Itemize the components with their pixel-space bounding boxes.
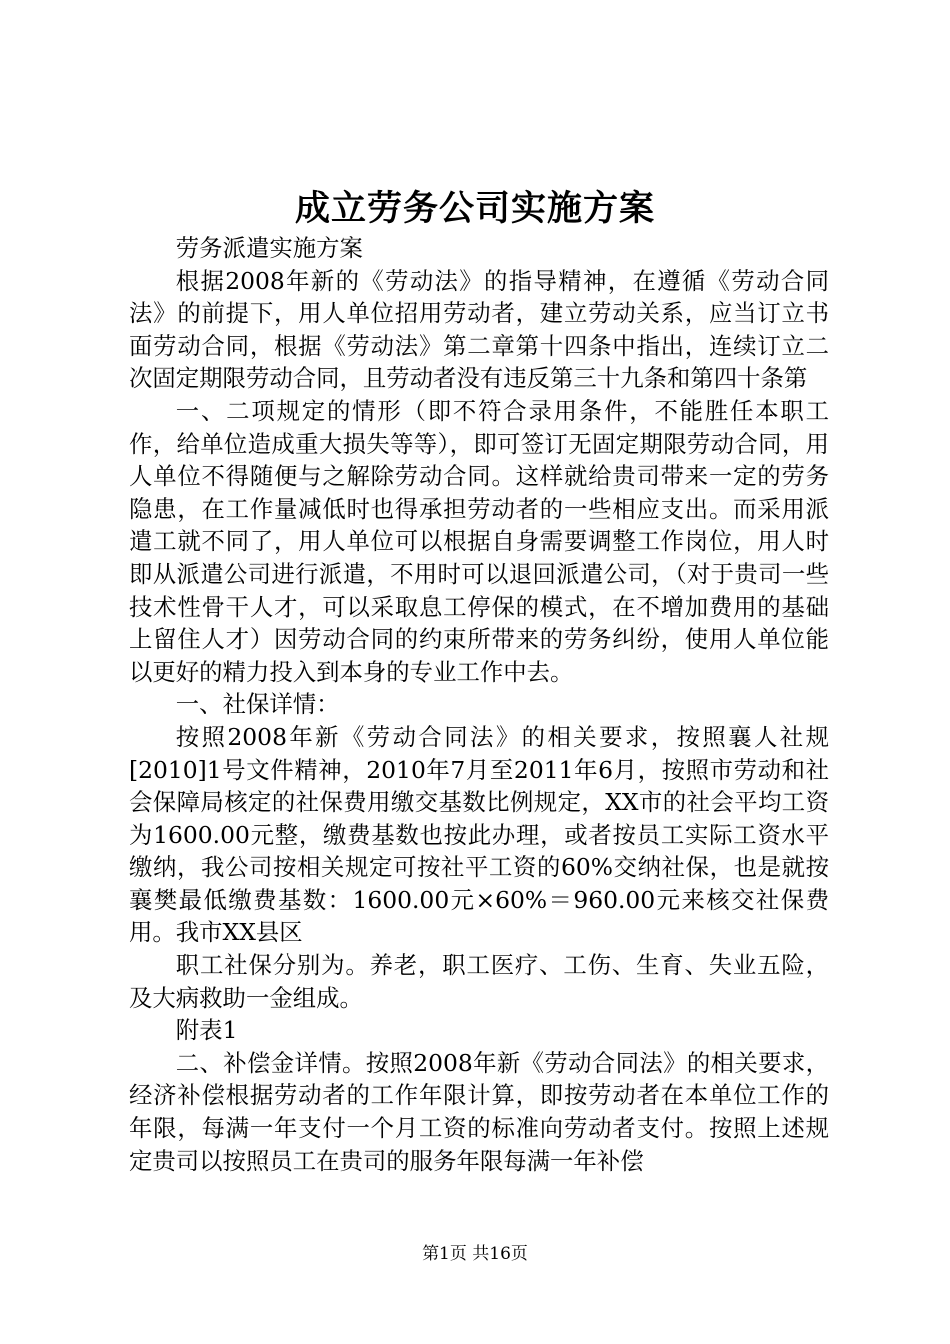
- paragraph-regulations: 一、二项规定的情形（即不符合录用条件，不能胜任本职工作，给单位造成重大损失等等），即可签订无固定期限劳动合同，用人单位不得随便与之解除劳动合同。这样就给贵司带来一定的劳务隐患，在工作量减低时也得承担劳动者的一些相应支出。而采用派遣工就不同了，用人单位可以根据自身需要调整工作岗位，用人时即从派遣公司进行派遣，不用时可以退回派遣公司，（对于贵司一些技术性骨干人才，可以采取息工停保的模式，在不增加费用的基础上留住人才）因劳动合同的约束所带来的劳务纠纷，使用人单位能以更好的精力投入到本身的专业工作中去。: [129, 396, 829, 686]
- paragraph-intro: 根据2008年新的《劳动法》的指导精神，在遵循《劳动合同法》的前提下，用人单位招用劳动者，建立劳动关系，应当订立书面劳动合同，根据《劳动法》第二章第十四条中指出，连续订立二次固定期限劳动合同，且劳动者没有违反第三十九条和第四十条第: [129, 266, 829, 393]
- paragraph-compensation: 二、补偿金详情。按照2008年新《劳动合同法》的相关要求，经济补偿根据劳动者的工作年限计算，即按劳动者在本单位工作的年限，每满一年支付一个月工资的标准向劳动者支付。按照上述规定贵司以按照员工在贵司的服务年限每满一年补偿: [129, 1048, 829, 1175]
- document-body: [129, 232, 829, 1177]
- paragraph-social-security: 按照2008年新《劳动合同法》的相关要求，按照襄人社规[2010]1号文件精神，2010年7月至2011年6月，按照市劳动和社会保障局核定的社保费用缴交基数比例规定，XX市的社会平均工资为1600.00元整，缴费基数也按此办理，或者按员工实际工资水平缴纳，我公司按相关规定可按社平工资的60%交纳社保，也是就按襄樊最低缴费基数：1600.00元×60%＝960.00元来核交社保费用。我市XX县区: [129, 722, 829, 947]
- paragraph-insurance-types: 职工社保分别为。养老，职工医疗、工伤、生育、失业五险，及大病救助一金组成。: [129, 951, 829, 1012]
- page-number-footer: 第1页 共16页: [422, 1244, 528, 1264]
- document-title: 成立劳务公司实施方案: [294, 188, 655, 229]
- paragraph-appendix: 附表1: [175, 1016, 238, 1045]
- paragraph-subtitle: 劳务派遣实施方案: [175, 234, 363, 262]
- section-heading-social-security: 一、社保详情：: [175, 690, 340, 719]
